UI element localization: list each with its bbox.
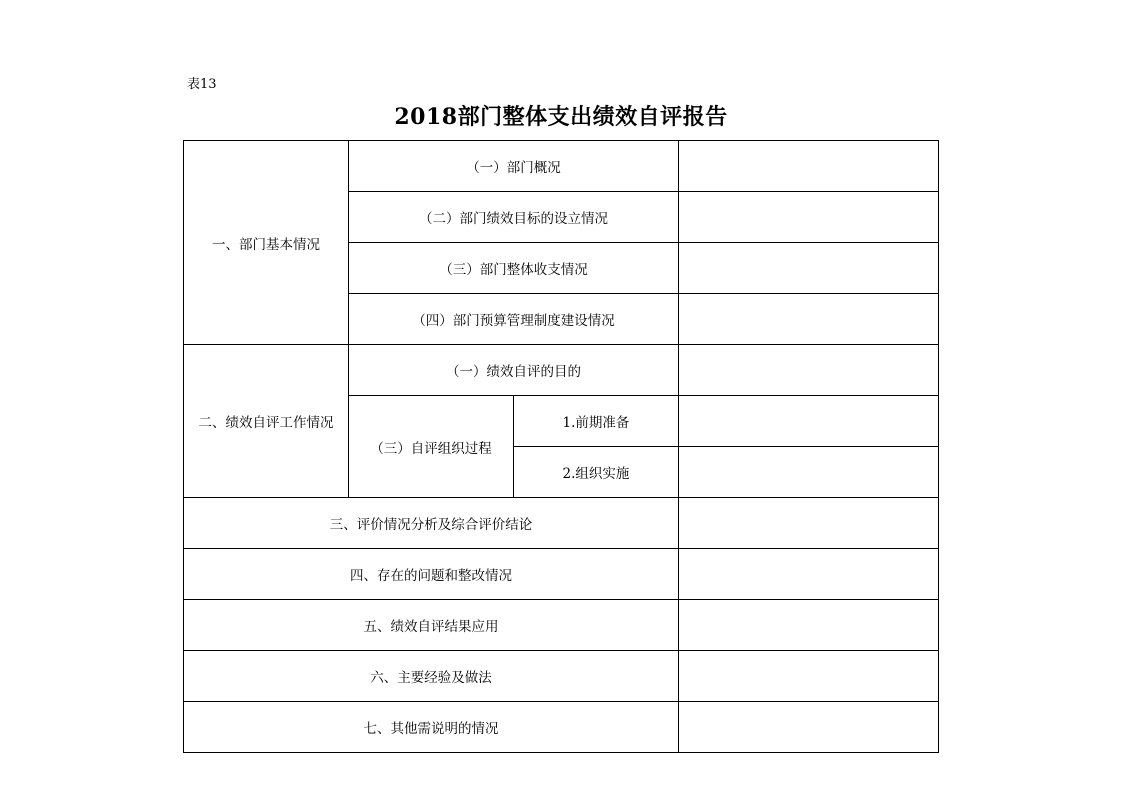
table-row — [184, 345, 939, 396]
content-cell[interactable] — [679, 396, 939, 447]
item-budget-management: （四）部门预算管理制度建设情况 — [349, 294, 679, 345]
content-cell[interactable] — [679, 141, 939, 192]
content-cell[interactable] — [679, 447, 939, 498]
item-performance-goals: （二）部门绩效目标的设立情况 — [349, 192, 679, 243]
content-cell[interactable] — [679, 345, 939, 396]
step-implementation: 2.组织实施 — [514, 447, 679, 498]
row-problems-rectification: 四、存在的问题和整改情况 — [184, 549, 679, 600]
table-row — [184, 141, 939, 192]
section-label-basic-info: 一、部门基本情况 — [184, 141, 349, 345]
row-results-application: 五、绩效自评结果应用 — [184, 600, 679, 651]
content-cell[interactable] — [679, 192, 939, 243]
section-label-self-evaluation: 二、绩效自评工作情况 — [184, 345, 349, 498]
table-number-label: 表13 — [187, 77, 217, 92]
item-income-expenditure: （三）部门整体收支情况 — [349, 243, 679, 294]
item-evaluation-purpose: （一）绩效自评的目的 — [349, 345, 679, 396]
table-row — [184, 600, 939, 651]
content-cell[interactable] — [679, 600, 939, 651]
content-cell[interactable] — [679, 651, 939, 702]
content-cell[interactable] — [679, 702, 939, 753]
step-preparation: 1.前期准备 — [514, 396, 679, 447]
content-cell[interactable] — [679, 294, 939, 345]
content-cell[interactable] — [679, 549, 939, 600]
row-other-notes: 七、其他需说明的情况 — [184, 702, 679, 753]
report-table — [183, 140, 939, 753]
report-title: 2018部门整体支出绩效自评报告 — [394, 104, 728, 130]
table-row — [184, 498, 939, 549]
table-row — [184, 651, 939, 702]
item-department-overview: （一）部门概况 — [349, 141, 679, 192]
content-cell[interactable] — [679, 498, 939, 549]
table-row — [184, 549, 939, 600]
item-organization-process: （三）自评组织过程 — [349, 396, 514, 498]
row-evaluation-conclusion: 三、评价情况分析及综合评价结论 — [184, 498, 679, 549]
table-row — [184, 702, 939, 753]
row-experience-practices: 六、主要经验及做法 — [184, 651, 679, 702]
content-cell[interactable] — [679, 243, 939, 294]
